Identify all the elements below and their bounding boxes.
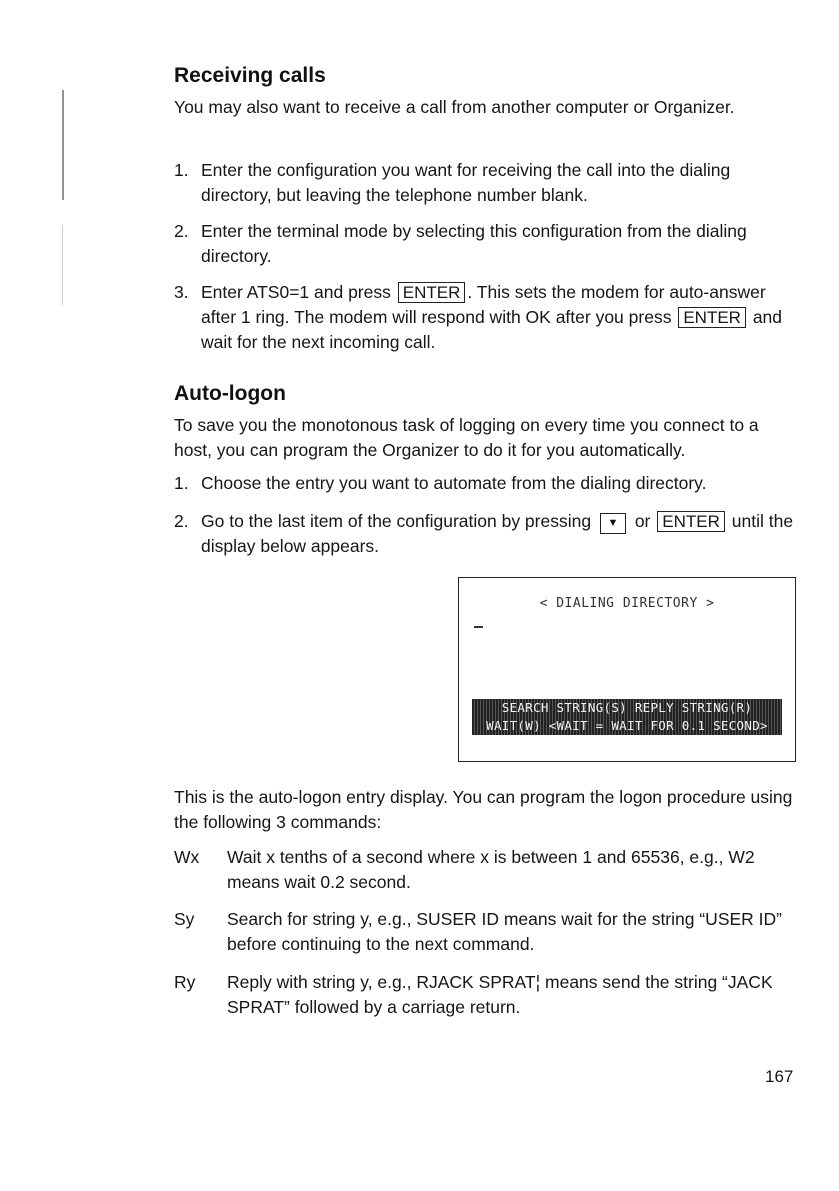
auto-logon-step-1: 1. Choose the entry you want to automate from the dialing directory. bbox=[174, 473, 707, 493]
softkey-bar bbox=[472, 699, 782, 735]
receiving-calls-heading: Receiving calls bbox=[174, 64, 326, 87]
softkey-row-2: WAIT(W) <WAIT = WAIT FOR 0.1 SECOND> bbox=[486, 718, 768, 733]
binding-mark bbox=[62, 90, 64, 200]
receiving-step-3: 3. Enter ATS0=1 and press ENTER . This sets the modem for auto-answer after 1 ring. The modem will respond with OK after you press ENTER and wait for the next incoming call. bbox=[174, 282, 783, 352]
receiving-step-1: 1. Enter the configuration you want for receiving the call into the dialing directory, but leaving the telephone number blank. bbox=[174, 160, 731, 205]
enter-key: ENTER bbox=[657, 511, 725, 532]
enter-key: ENTER bbox=[678, 307, 746, 328]
enter-key: ENTER bbox=[398, 282, 466, 303]
down-arrow-key-icon: ▼ bbox=[600, 513, 626, 534]
auto-logon-intro: To save you the monotonous task of logging on every time you connect to a host, you can program the Organizer to do it for you automatically. bbox=[174, 415, 759, 460]
auto-logon-step-2: 2. Go to the last item of the configuration by pressing ▼ or ENTER until the display below appears. bbox=[174, 511, 794, 556]
auto-logon-explanation: This is the auto-logon entry display. You can program the logon procedure using the following 3 commands: bbox=[174, 787, 793, 832]
binding-mark-faint bbox=[62, 225, 63, 305]
receiving-step-2: 2. Enter the terminal mode by selecting this configuration from the dialing directory. bbox=[174, 221, 747, 266]
softkey-row-1: SEARCH STRING(S) REPLY STRING(R) bbox=[501, 700, 753, 715]
display-title: < DIALING DIRECTORY > bbox=[539, 596, 715, 611]
command-reply: Ry Reply with string y, e.g., RJACK SPRAT¦ means send the string “JACK SPRAT” followed by a carriage return. bbox=[174, 972, 773, 1017]
command-search: Sy Search for string y, e.g., SUSER ID means wait for the string “USER ID” before continuing to the next command. bbox=[174, 909, 782, 954]
command-wait: Wx Wait x tenths of a second where x is between 1 and 65536, e.g., W2 means wait 0.2 second. bbox=[174, 847, 755, 892]
organizer-display bbox=[458, 577, 796, 762]
auto-logon-heading: Auto-logon bbox=[174, 382, 286, 405]
page-number: 167 bbox=[765, 1067, 794, 1086]
receiving-calls-intro: You may also want to receive a call from another computer or Organizer. bbox=[174, 97, 735, 117]
text-cursor bbox=[474, 626, 483, 628]
